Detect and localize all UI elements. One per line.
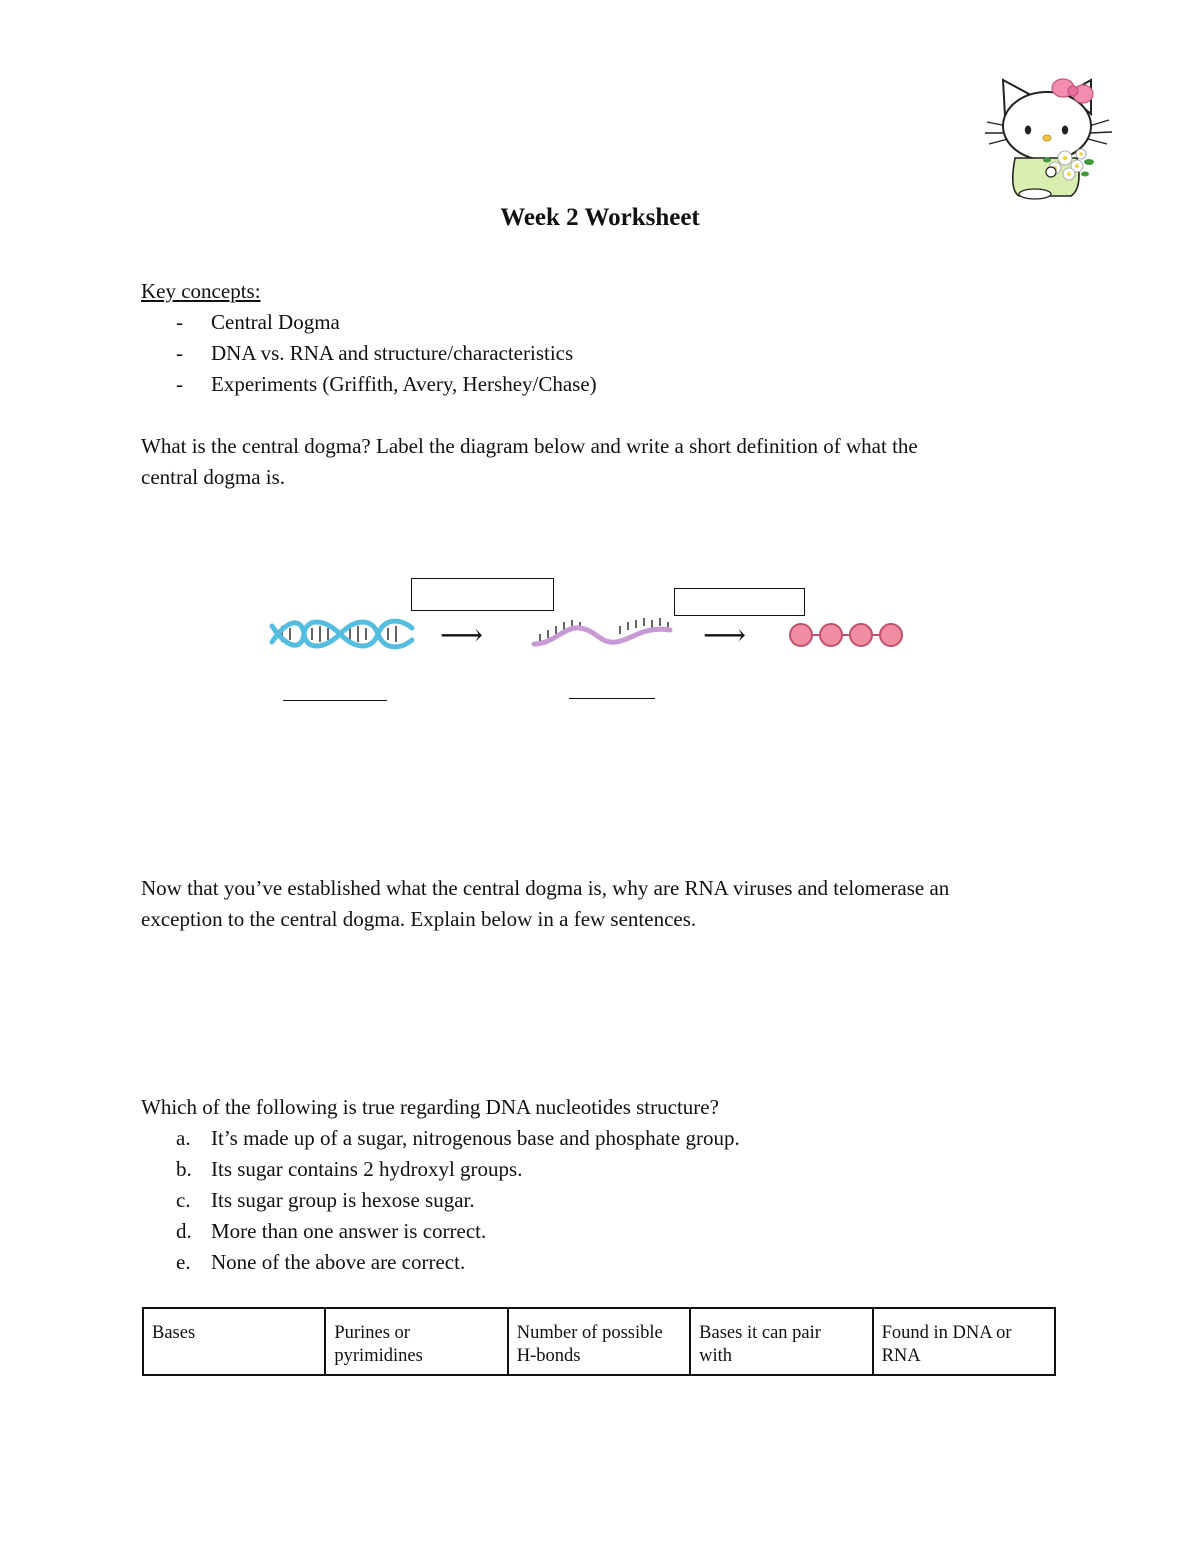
key-concept-item (176, 369, 597, 400)
bullet-dash-icon: - (176, 341, 183, 365)
option-letter: b. (176, 1157, 192, 1181)
dna-helix-icon (268, 616, 416, 652)
option-text: None of the above are correct. (211, 1250, 466, 1274)
option-text: Its sugar contains 2 hydroxyl groups. (211, 1157, 523, 1181)
answer-option (176, 1123, 740, 1154)
answer-option (176, 1185, 475, 1216)
table-header-cell (325, 1308, 507, 1375)
header-line-2: H-bonds (516, 1346, 581, 1366)
bullet-dash-icon: - (176, 372, 183, 396)
key-concept-text: Experiments (Griffith, Avery, Hershey/Chase) (211, 372, 597, 396)
option-letter: a. (176, 1126, 191, 1150)
hello-kitty-icon (985, 70, 1115, 205)
rna-label-blank[interactable] (569, 698, 655, 699)
key-concept-item (176, 338, 573, 369)
header-line-1: Bases it can pair (699, 1323, 821, 1343)
question-2-line-2: exception to the central dogma. Explain below in a few sentences. (141, 907, 697, 931)
bullet-dash-icon: - (176, 310, 183, 334)
question-2-line-1: Now that you’ve established what the central dogma is, why are RNA viruses and telomerase an (141, 876, 950, 900)
protein-chain-icon (786, 620, 906, 650)
header-line-1: Purines or (334, 1323, 410, 1343)
option-letter: c. (176, 1188, 191, 1212)
table-header-cell (508, 1308, 690, 1375)
key-concept-text: DNA vs. RNA and structure/characteristics (211, 341, 574, 365)
question-1-line-2: central dogma is. (141, 465, 286, 489)
bases-table (142, 1307, 1056, 1376)
page-title: Week 2 Worksheet (500, 204, 700, 231)
answer-option (176, 1154, 522, 1185)
header-line-1: Number of possible (516, 1323, 663, 1343)
logo (985, 70, 1115, 205)
table-header-row (143, 1308, 1055, 1375)
transcription-label-box[interactable] (411, 578, 554, 611)
table-header-cell (690, 1308, 872, 1375)
option-letter: d. (176, 1219, 192, 1243)
header-line-1: Bases (152, 1323, 196, 1343)
header-line-2: pyrimidines (334, 1346, 423, 1366)
option-letter: e. (176, 1250, 191, 1274)
dna-helix (268, 616, 416, 652)
dna-label-blank[interactable] (283, 700, 387, 701)
arrow-rna-to-protein: ⟶ (703, 619, 747, 652)
translation-label-box[interactable] (674, 588, 805, 616)
header-line-2: with (699, 1346, 733, 1366)
table-header-cell (143, 1308, 325, 1375)
rna-strand (530, 614, 676, 650)
question-3-stem: Which of the following is true regarding DNA nucleotides structure? (141, 1095, 719, 1119)
key-concept-item (176, 307, 340, 338)
header-line-1: Found in DNA or (881, 1323, 1012, 1343)
key-concepts-heading: Key concepts: (141, 279, 261, 303)
rna-strand-icon (530, 614, 676, 650)
key-concept-text: Central Dogma (211, 310, 340, 334)
question-1-line-1: What is the central dogma? Label the diagram below and write a short definition of what the (141, 434, 918, 458)
arrow-dna-to-rna: ⟶ (440, 619, 484, 652)
answer-option (176, 1216, 486, 1247)
header-line-2: RNA (881, 1346, 921, 1366)
option-text: Its sugar group is hexose sugar. (211, 1188, 475, 1212)
answer-option (176, 1247, 465, 1278)
option-text: More than one answer is correct. (211, 1219, 487, 1243)
protein-chain (786, 620, 906, 650)
option-text: It’s made up of a sugar, nitrogenous base and phosphate group. (211, 1126, 740, 1150)
table-header-cell (873, 1308, 1055, 1375)
